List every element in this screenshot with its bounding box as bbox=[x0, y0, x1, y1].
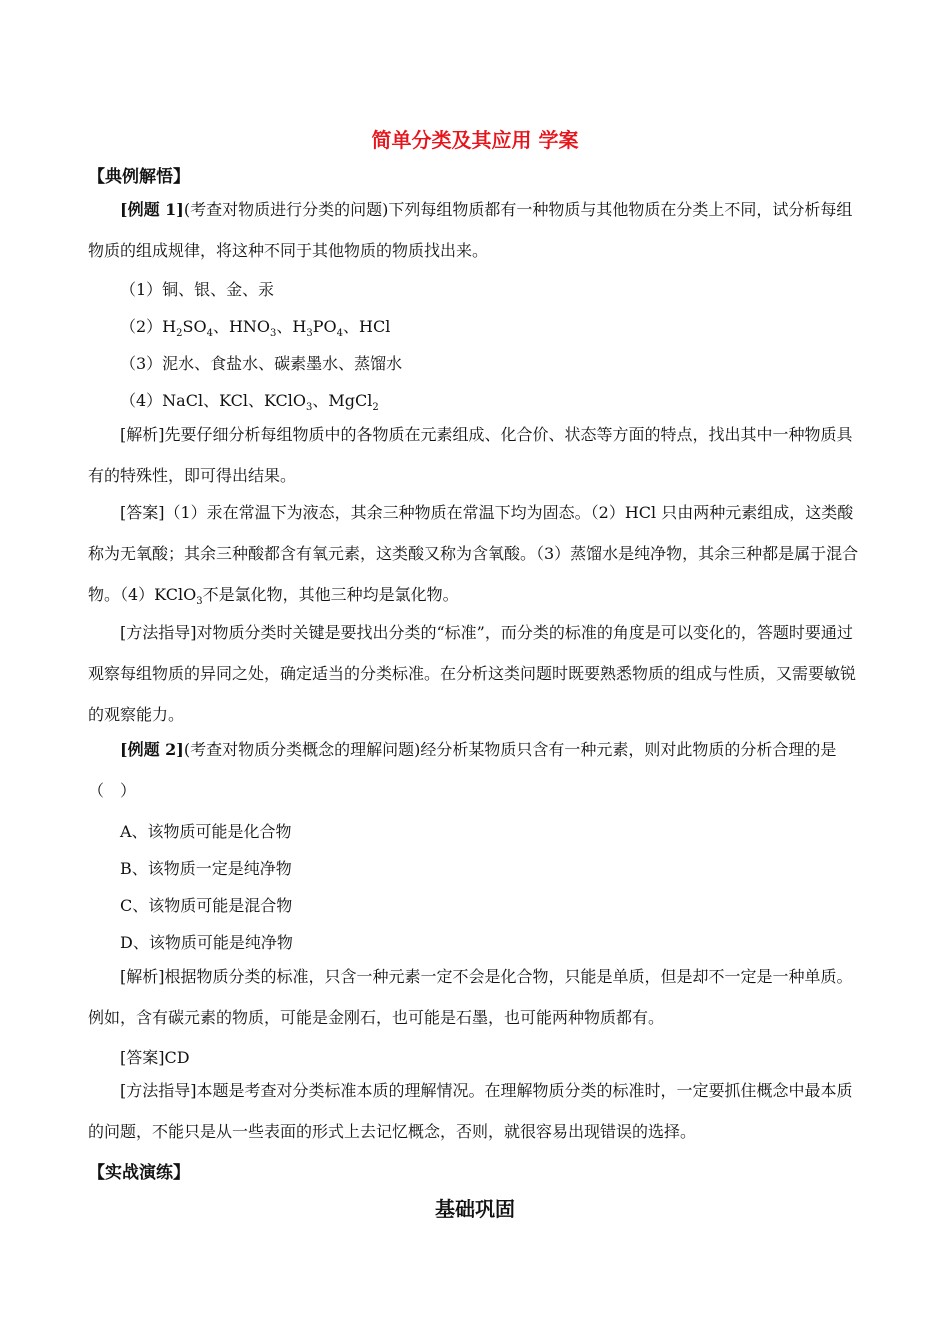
example1-text: (考查对物质进行分类的问题)下列每组物质都有一种物质与其他物质在分类上不同，试分析每组物质的组成规律，将这种不同于其他物质的物质找出来。 bbox=[88, 200, 853, 260]
subsection-title: 基础巩固 bbox=[435, 1197, 515, 1221]
example2-option-b: B、该物质一定是纯净物 bbox=[120, 859, 292, 878]
example2-option-c: C、该物质可能是混合物 bbox=[120, 896, 293, 915]
example2-question bbox=[88, 729, 864, 811]
example1-method: [方法指导]对物质分类时关键是要找出分类的“标准”，而分类的标准的角度是可以变化的，答题时要通过观察每组物质的异同之处，确定适当的分类标准。在分析这类问题时既要熟悉物质的组成与性质，又需要敏锐的观察能力。 bbox=[88, 623, 857, 724]
example1-item3: （3）泥水、食盐水、碳素墨水、蒸馏水 bbox=[120, 354, 403, 373]
example2-label: [例题 2] bbox=[120, 740, 184, 759]
example1-analysis: [解析]先要仔细分析每组物质中的各物质在元素组成、化合价、状态等方面的特点，找出其中一种物质具有的特殊性，即可得出结果。 bbox=[88, 425, 853, 485]
example2-method: [方法指导]本题是考查对分类标准本质的理解情况。在理解物质分类的标准时，一定要抓住概念中最本质的问题，不能只是从一些表面的形式上去记忆概念，否则，就很容易出现错误的选择。 bbox=[88, 1081, 853, 1141]
section-heading-examples: 【典例解悟】 bbox=[88, 167, 190, 187]
section-heading-practice: 【实战演练】 bbox=[88, 1163, 190, 1183]
example2-text: (考查对物质分类概念的理解问题)经分析某物质只含有一种元素，则对此物质的分析合理的是（ ） bbox=[88, 740, 837, 800]
example2-option-d: D、该物质可能是纯净物 bbox=[120, 933, 293, 952]
page-title: 简单分类及其应用 学案 bbox=[371, 128, 579, 152]
example2-option-a: A、该物质可能是化合物 bbox=[120, 822, 292, 841]
example1-label: [例题 1] bbox=[120, 200, 184, 219]
example1-item2: $(2)H_2SO_4$、$HNO_3$、$H_3PO_4$、HCl bbox=[120, 317, 391, 340]
example1-item4: （4）NaCl、KCl、KClO$_3$、MgCl$_2$ bbox=[120, 391, 379, 414]
example1-item1: （1）铜、银、金、汞 bbox=[120, 280, 275, 299]
example2-analysis: [解析]根据物质分类的标准，只含一种元素一定不会是化合物，只能是单质，但是却不一定是一种单质。例如，含有碳元素的物质，可能是金刚石，也可能是石墨，也可能两种物质都有。 bbox=[88, 967, 853, 1027]
example1-answer: [答案]（1）汞在常温下为液态，其余三种物质在常温下均为固态。（2）HCl 只由两种元素组成，这类酸称为无氧酸；其余三种酸都含有氧元素，这类酸又称为含氧酸。（3）蒸馏水是纯净物，其余三种都是属于混合物。（4）KClO$_3$不是氯化物，其他三种均是氯化物。 bbox=[88, 503, 859, 608]
example1-question bbox=[88, 189, 864, 271]
example2-answer: [答案]CD bbox=[120, 1048, 190, 1067]
